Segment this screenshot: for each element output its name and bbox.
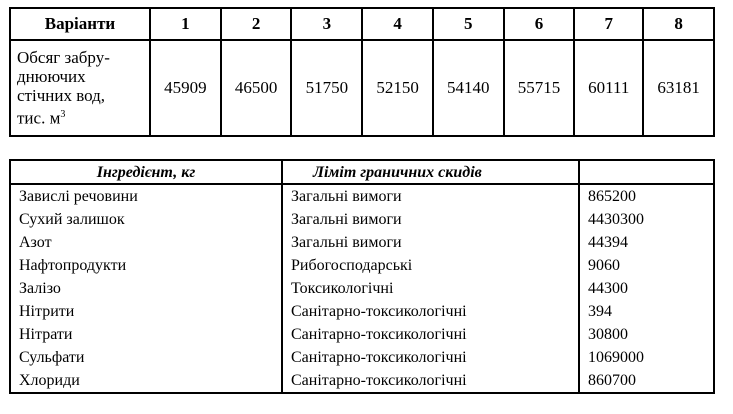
ingredient-cell: Нітрити [10,300,282,323]
row-label-line [17,105,143,128]
row-label-line: днюючих [17,67,86,87]
volume-value: 45909 [150,40,221,136]
header-limit: Ліміт граничних скидів [282,160,579,184]
ingredient-cell: Завислі речовини [10,184,282,208]
table-row [10,254,714,277]
variant-number: 5 [433,8,504,40]
variants-table [9,7,715,137]
row-label-unit-exponent: 3 [60,109,66,121]
variant-number: 6 [504,8,575,40]
variants-header-row [10,8,714,40]
limit-cell: Санітарно-токсикологічні [282,346,579,369]
table-row [10,277,714,300]
table-row [10,369,714,393]
limit-cell: Санітарно-токсикологічні [282,369,579,393]
limit-cell: Санітарно-токсикологічні [282,300,579,323]
limits-header-row [10,160,714,184]
value-cell: 860700 [579,369,714,393]
value-cell: 394 [579,300,714,323]
row-label-unit: тис. м [17,108,61,128]
wastewater-volume-label [10,40,150,136]
limit-cell: Токсикологічні [282,277,579,300]
volume-value: 52150 [362,40,433,136]
ingredient-cell: Азот [10,231,282,254]
ingredient-cell: Залізо [10,277,282,300]
header-value [579,160,714,184]
variant-number: 8 [643,8,714,40]
variant-number: 3 [291,8,362,40]
ingredient-cell: Сульфати [10,346,282,369]
header-ingredient: Інгредієнт, кг [10,160,282,184]
wastewater-volume-row [10,40,714,136]
value-cell: 44300 [579,277,714,300]
value-cell: 44394 [579,231,714,254]
limit-cell: Загальні вимоги [282,208,579,231]
limit-cell: Загальні вимоги [282,231,579,254]
volume-value: 54140 [433,40,504,136]
value-cell: 4430300 [579,208,714,231]
ingredient-cell: Нітрати [10,323,282,346]
row-label-line: Обсяг забру- [17,48,110,68]
volume-value: 55715 [504,40,575,136]
value-cell: 865200 [579,184,714,208]
value-cell: 9060 [579,254,714,277]
table-row [10,184,714,208]
volume-value: 51750 [291,40,362,136]
variant-number: 7 [574,8,643,40]
variant-number: 1 [150,8,221,40]
value-cell: 1069000 [579,346,714,369]
volume-value: 60111 [574,40,643,136]
table-row [10,208,714,231]
variants-header-label: Варіанти [10,8,150,40]
limit-cell: Рибогосподарські [282,254,579,277]
ingredient-cell: Сухий залишок [10,208,282,231]
table-row [10,300,714,323]
limit-cell: Загальні вимоги [282,184,579,208]
table-row [10,346,714,369]
table-row [10,231,714,254]
value-cell: 30800 [579,323,714,346]
volume-value: 46500 [221,40,292,136]
table-row [10,323,714,346]
limit-cell: Санітарно-токсикологічні [282,323,579,346]
variant-number: 4 [362,8,433,40]
ingredient-cell: Нафтопродукти [10,254,282,277]
discharge-limits-table [9,159,715,394]
volume-value: 63181 [643,40,714,136]
row-label-line: стічних вод, [17,86,106,106]
variant-number: 2 [221,8,292,40]
ingredient-cell: Хлориди [10,369,282,393]
